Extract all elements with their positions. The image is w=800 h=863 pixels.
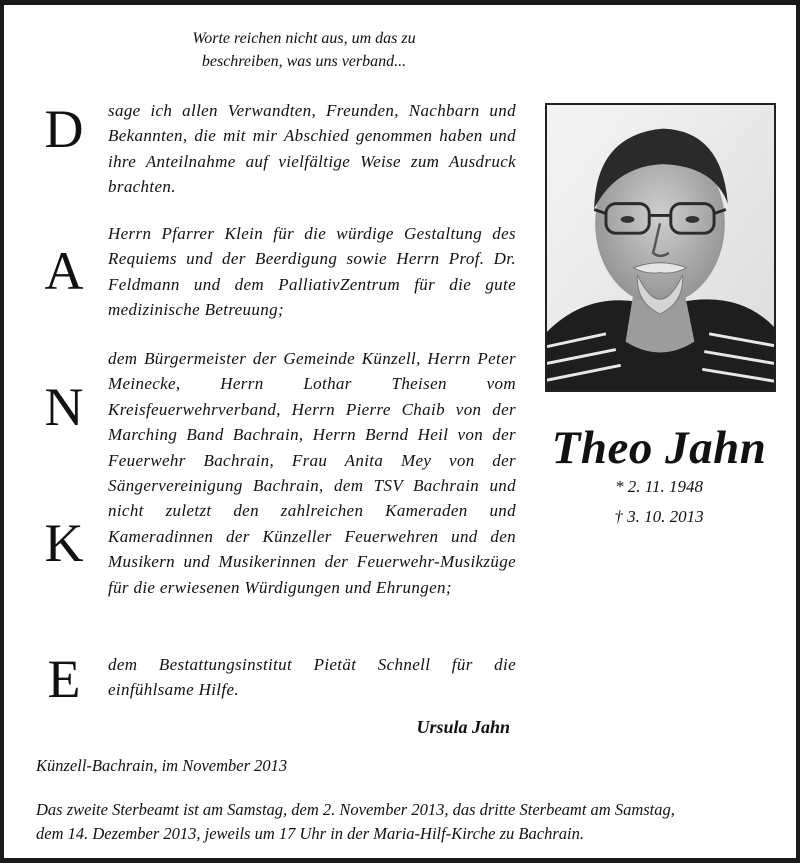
birth-date: * 2. 11. 1948 — [615, 477, 703, 496]
signature: Ursula Jahn — [416, 717, 510, 737]
danke-letter-e: E — [47, 649, 81, 709]
thanks-paragraph-clergy: Herrn Pfarrer Klein für die würdige Gestaltung des Requiems und der Beerdigung sowie Herrn Prof. Dr. Feldmann und dem PalliativZentrum für die gute medizinische Betreuung; — [108, 224, 516, 320]
place-and-date: Künzell-Bachrain, im November 2013 — [36, 756, 288, 775]
thanks-paragraph-community: dem Bürgermeister der Gemeinde Künzell, Herrn Peter Meinecke, Herrn Lothar Theisen vom Kreisfeuerwehrverband, Herrn Pierre Chaib von der Marching Band Bachrain, Herrn Bernd Heil von der Feuerwehr Bachrain, Frau Anita Mey von der Sängervereinigung Bachrain, dem TSV Bachrain und nicht zuletzt den zahlreichen Kameraden und Kameradinnen der Künzeller Feuerwehren und den Musikern und Musikerinnen der Feuerwehr-Musikzüge für die erwiesenen Würdigungen und Ehrungen; — [108, 349, 516, 597]
notice-line-2: dem 14. Dezember 2013, jeweils um 17 Uhr in der Maria-Hilf-Kirche zu Bachrain. — [36, 824, 584, 843]
portrait-image — [547, 105, 774, 390]
portrait-photo — [545, 103, 776, 392]
notice-line-1: Das zweite Sterbeamt ist am Samstag, dem 2. November 2013, das dritte Sterbeamt am Samstag, — [36, 800, 675, 819]
motto-line-1: Worte reichen nicht aus, um das zu — [192, 30, 416, 47]
thanks-paragraph-relatives: sage ich allen Verwandten, Freunden, Nachbarn und Bekannten, die mit mir Abschied genommen haben und ihre Anteilnahme auf vielfältige Weise zum Ausdruck brachten. — [108, 101, 516, 197]
danke-letter-d: D — [44, 99, 84, 159]
memorial-service-notice — [36, 798, 776, 846]
thanks-paragraph-funeral-home: dem Bestattungsinstitut Pietät Schnell für die einfühlsame Hilfe. — [108, 655, 516, 700]
death-date: † 3. 10. 2013 — [614, 507, 704, 526]
danke-letter-k: K — [44, 513, 84, 573]
danke-letter-a: A — [44, 241, 84, 301]
deceased-name: Theo Jahn — [551, 422, 767, 474]
motto-line-2: beschreiben, was uns verband... — [201, 53, 407, 70]
danke-letter-n: N — [44, 377, 84, 437]
motto-quote — [144, 27, 464, 73]
